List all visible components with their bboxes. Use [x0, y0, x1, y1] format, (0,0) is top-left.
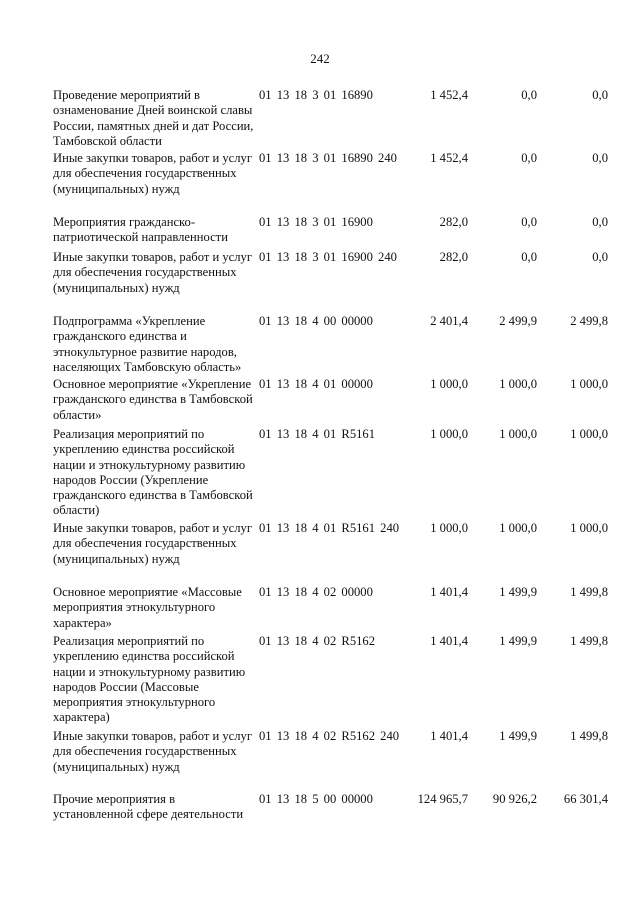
row-name: Проведение мероприятий в ознаменование Дней воинской славы России, памятных дней и дат России, Тамбовской области: [53, 88, 254, 148]
row-value-2: 1 000,0: [499, 521, 537, 535]
row-name: Иные закупки товаров, работ и услуг для обеспечения государственных (муниципальных) нужд: [53, 151, 253, 196]
row-value-2: 0,0: [521, 151, 537, 165]
row-value-3: 0,0: [592, 250, 608, 264]
row-value-1: 282,0: [439, 215, 468, 229]
row-code: 01 13 18 3 01 16890: [259, 88, 373, 102]
row-value-2: 2 499,9: [499, 314, 537, 328]
row-value-1: 124 965,7: [417, 792, 468, 806]
row-value-2: 1 499,9: [499, 634, 537, 648]
row-code: 01 13 18 4 02 00000: [259, 585, 373, 599]
row-value-3: 1 000,0: [570, 521, 608, 535]
row-value-2: 0,0: [521, 250, 537, 264]
row-code: 01 13 18 3 01 16890 240: [259, 151, 397, 165]
row-code: 01 13 18 4 01 R5161 240: [259, 521, 400, 535]
row-value-3: 1 000,0: [570, 427, 608, 441]
row-name: Мероприятия гражданско-патриотической направленности: [53, 215, 228, 245]
row-value-1: 1 401,4: [430, 585, 468, 599]
row-value-1: 1 401,4: [430, 634, 468, 648]
row-value-2: 1 499,9: [499, 585, 537, 599]
row-value-1: 2 401,4: [430, 314, 468, 328]
row-code: 01 13 18 4 01 00000: [259, 377, 373, 391]
row-value-1: 282,0: [439, 250, 468, 264]
row-value-3: 1 000,0: [570, 377, 608, 391]
row-code: 01 13 18 3 01 16900: [259, 215, 373, 229]
row-value-3: 0,0: [592, 215, 608, 229]
row-value-2: 0,0: [521, 88, 537, 102]
row-code: 01 13 18 4 00 00000: [259, 314, 373, 328]
page-number: 242: [310, 51, 330, 66]
row-value-2: 1 000,0: [499, 377, 537, 391]
row-code: 01 13 18 4 01 R5161: [259, 427, 376, 441]
row-value-3: 1 499,8: [570, 585, 608, 599]
row-value-2: 1 499,9: [499, 729, 537, 743]
row-name: Прочие мероприятия в установленной сфере деятельности: [53, 792, 244, 822]
row-value-1: 1 000,0: [430, 427, 468, 441]
row-value-3: 1 499,8: [570, 634, 608, 648]
row-name: Иные закупки товаров, работ и услуг для обеспечения государственных (муниципальных) нужд: [53, 250, 253, 295]
row-value-2: 90 926,2: [492, 792, 537, 806]
row-code: 01 13 18 4 02 R5162 240: [259, 729, 400, 743]
row-value-3: 0,0: [592, 151, 608, 165]
row-value-1: 1 452,4: [430, 151, 468, 165]
row-code: 01 13 18 4 02 R5162: [259, 634, 376, 648]
row-value-3: 2 499,8: [570, 314, 608, 328]
row-value-3: 1 499,8: [570, 729, 608, 743]
row-name: Реализация мероприятий по укреплению единства российской нации и этнокультурному развитию народов России (Массовые мероприятия этнокультурного характера): [53, 634, 246, 725]
row-value-1: 1 452,4: [430, 88, 468, 102]
row-name: Иные закупки товаров, работ и услуг для обеспечения государственных (муниципальных) нужд: [53, 729, 253, 774]
row-name: Подпрограмма «Укрепление гражданского единства и этнокультурное развитие народов, населяющих Тамбовскую область»: [53, 314, 242, 374]
row-value-3: 66 301,4: [563, 792, 608, 806]
row-code: 01 13 18 3 01 16900 240: [259, 250, 397, 264]
row-name: Основное мероприятие «Массовые мероприятия этнокультурного характера»: [53, 585, 242, 630]
row-name: Реализация мероприятий по укреплению единства российской нации и этнокультурному развитию народов России (Укрепление гражданского единства в Тамбовской области): [53, 427, 253, 518]
row-value-2: 1 000,0: [499, 427, 537, 441]
row-value-2: 0,0: [521, 215, 537, 229]
row-name: Основное мероприятие «Укрепление гражданского единства в Тамбовской области»: [53, 377, 253, 422]
row-name: Иные закупки товаров, работ и услуг для обеспечения государственных (муниципальных) нужд: [53, 521, 253, 566]
row-value-1: 1 401,4: [430, 729, 468, 743]
row-value-1: 1 000,0: [430, 521, 468, 535]
row-value-3: 0,0: [592, 88, 608, 102]
row-code: 01 13 18 5 00 00000: [259, 792, 373, 806]
row-value-1: 1 000,0: [430, 377, 468, 391]
